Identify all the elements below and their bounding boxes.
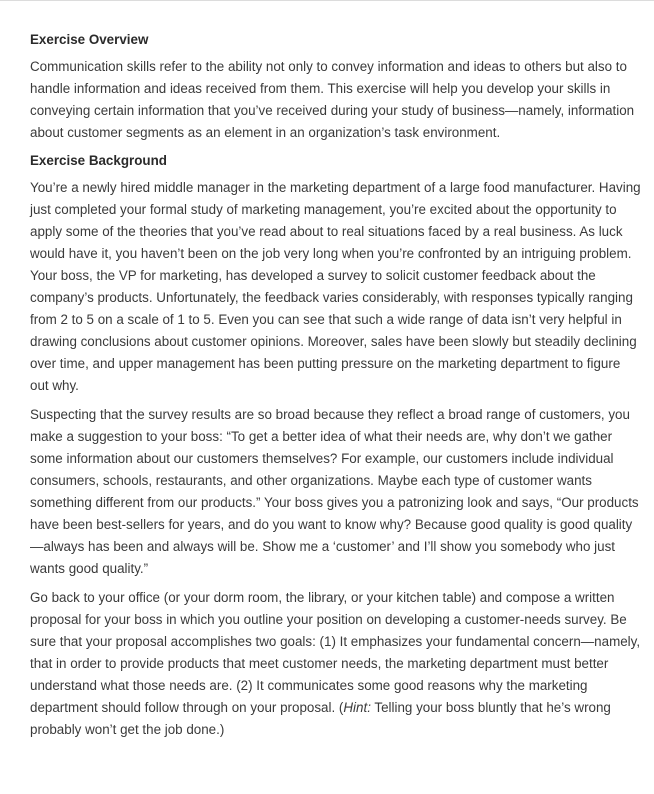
- background-paragraph-2: Suspecting that the survey results are so broad because they reflect a broad range of customers, you make a suggestion to your boss: “To get a better idea of what their needs are, why don’t we gather some information about our customers themselves? For example, our customers include individual consumers, schools, restaurants, and other organizations. Maybe each type of customer wants something different from our products.” Your boss gives you a patronizing look and says, “Our products have been best-sellers for years, and do you want to know why? Because good quality is good quality—always has been and always will be. Show me a ‘customer’ and I’ll show you somebody who just wants good quality.”: [30, 407, 639, 576]
- overview-heading: Exercise Overview: [30, 32, 149, 47]
- overview-paragraph: Communication skills refer to the ability not only to convey information and ideas to others but also to handle information and ideas received from them. This exercise will help you develop your skills in conveying certain information that you’ve received during your study of business—namely, information about customer segments as an element in an organization’s task environment.: [30, 59, 635, 140]
- hint-text: Telling your boss bluntly that he’s wrong probably won’t get the job done.): [30, 700, 611, 737]
- exercise-content: [30, 30, 642, 748]
- background-paragraph-1: You’re a newly hired middle manager in the marketing department of a large food manufacturer. Having just completed your formal study of marketing management, you’re excited about the opportunity to apply some of the theories that you’ve read about to real situations faced by a real business. As luck would have it, you haven’t been on the job very long when you’re confronted by an intriguing problem. Your boss, the VP for marketing, has developed a survey to solicit customer feedback about the company’s products. Unfortunately, the feedback varies considerably, with responses typically ranging from 2 to 5 on a scale of 1 to 5. Even you can see that such a wide range of data isn’t very helpful in drawing conclusions about customer opinions. Moreover, sales have been slowly but steadily declining over time, and upper management has been putting pressure on the marketing department to figure out why.: [30, 180, 641, 393]
- instruction-text: Go back to your office (or your dorm room, the library, or your kitchen table) and compose a written proposal for your boss in which you outline your position on developing a customer-needs survey. Be sure that your proposal accomplishes two goals: (1) It emphasizes your fundamental concern—namely, that in order to provide products that meet customer needs, the marketing department must better understand what those needs are. (2) It communicates some good reasons why the marketing department should follow through on your proposal. (: [30, 590, 641, 715]
- hint-label: Hint:: [343, 700, 371, 715]
- background-paragraph-3: [30, 587, 642, 741]
- background-heading: Exercise Background: [30, 153, 167, 168]
- top-divider: [0, 0, 654, 1]
